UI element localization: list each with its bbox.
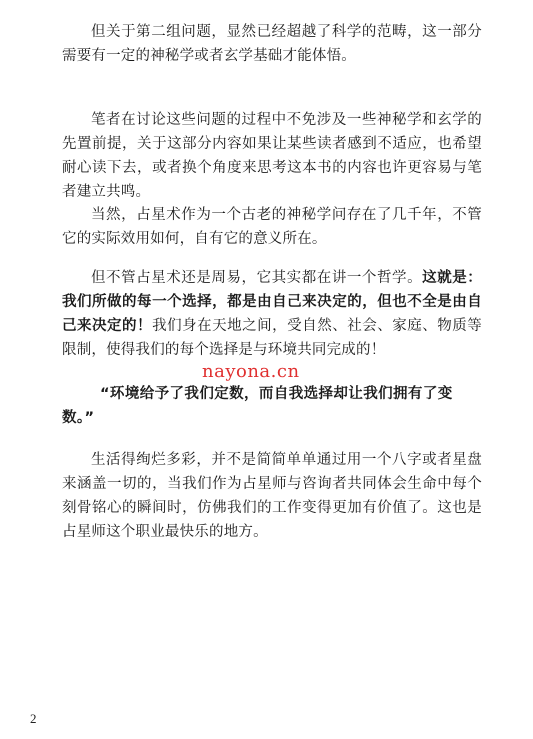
paragraph-3: 当然，占星术作为一个古老的神秘学问存在了几千年，不管它的实际效用如何，自有它的意义所在。 bbox=[62, 207, 482, 247]
quote-paragraph: “环境给予了我们定数，而自我选择却让我们拥有了变数。” bbox=[62, 386, 453, 426]
paragraph-4 bbox=[62, 266, 482, 362]
paragraph-2: 笔者在讨论这些问题的过程中不免涉及一些神秘学和玄学的先置前提，关于这部分内容如果让某些读者感到不适应，也希望耐心读下去，或者换个角度来思考这本书的内容也许更容易与笔者建立共鸣。 bbox=[62, 112, 482, 200]
paragraph-4-intro: 但不管占星术还是周易，它其实都在讲一个哲学。 bbox=[91, 270, 423, 286]
page-number: 2 bbox=[30, 711, 37, 726]
paragraph-1: 但关于第二组问题，显然已经超越了科学的范畴，这一部分需要有一定的神秘学或者玄学基础才能体悟。 bbox=[62, 24, 482, 64]
paragraph-5: 生活得绚烂多彩，并不是简简单单通过用一个八字或者星盘来涵盖一切的，当我们作为占星师与咨询者共同体会生命中每个刻骨铭心的瞬间时，仿佛我们的工作变得更加有价值了。这也是占星师这个职业最快乐的地方。 bbox=[62, 452, 482, 540]
paragraph-4-tail: 我们身在天地之间，受自然、社会、家庭、物质等限制，使得我们的每个选择是与环境共同完成的！ bbox=[62, 318, 483, 358]
paragraph-4-emphasis: 这就是：我们所做的每一个选择，都是由自己来决定的，但也不全是由自己来决定的！ bbox=[62, 270, 482, 334]
watermark-text: nayona.cn bbox=[202, 361, 300, 382]
